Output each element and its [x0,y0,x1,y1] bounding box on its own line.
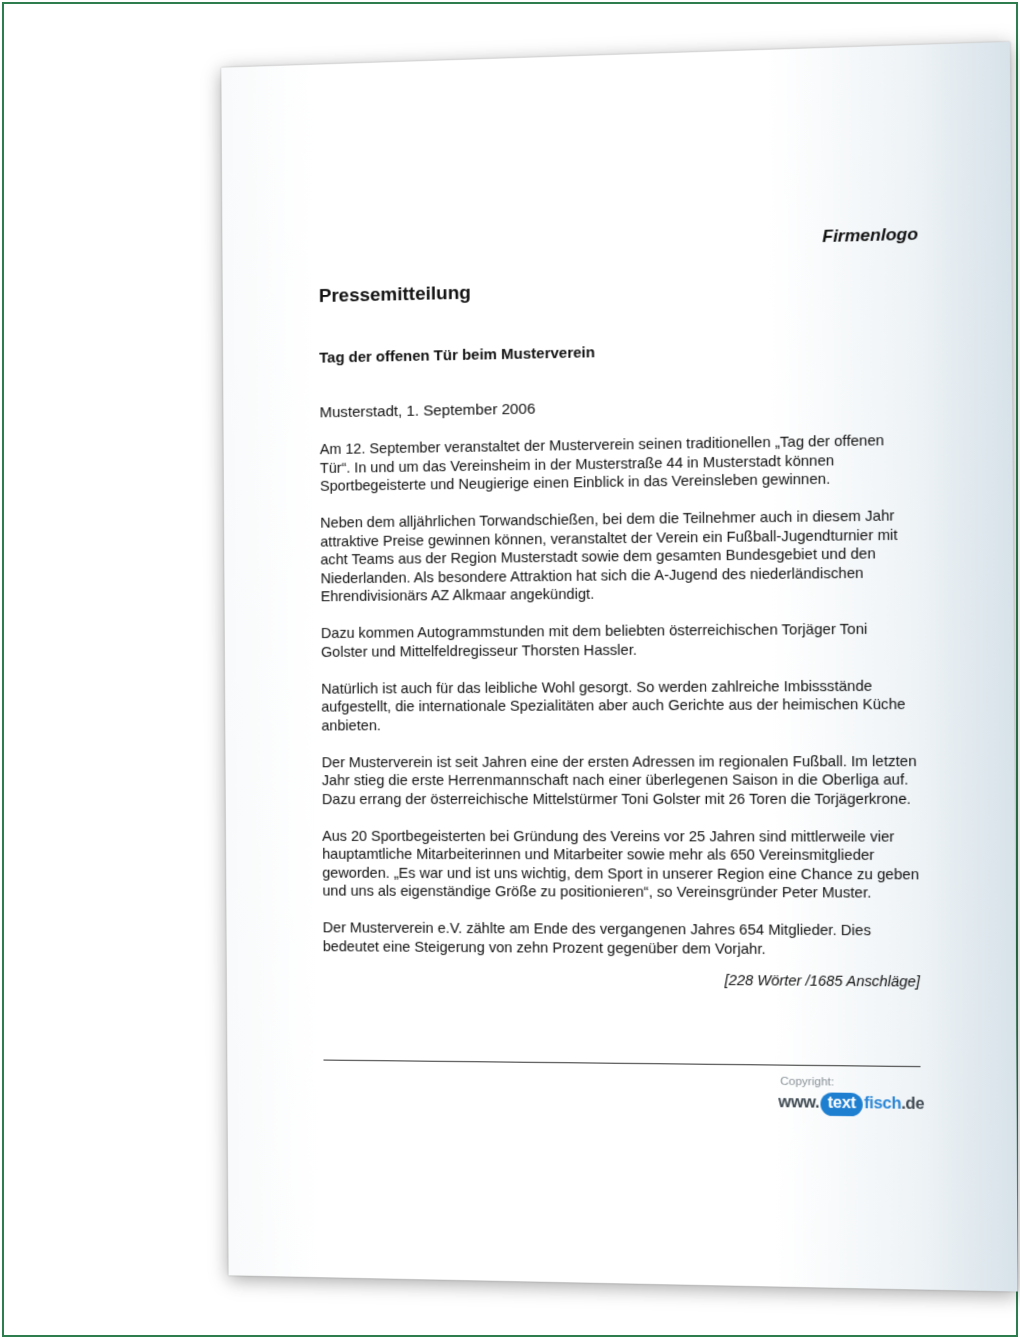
brand-suffix: .de [901,1095,925,1114]
copyright-label: Copyright: [780,1075,835,1089]
paragraph: Der Musterverein ist seit Jahren eine der ersten Adressen im regionalen Fußball. Im letzten Jahr stieg die erste Herrenmannschaft nach einer überlegenen Saison in die Oberliga auf. Dazu errang der österreichische Mittelstürmer Toni Golster mit 26 Toren die Torjägerkrone. [321,753,917,808]
brand-mid: fisch [863,1094,902,1113]
paragraph: Aus 20 Sportbegeisterten bei Gründung des Vereins vor 25 Jahren sind mittlerweile vier hauptamtliche Mitarbeiterinnen und Mitarbeiter sowie mehr als 650 Vereinsmitglieder geworden. „Es war und ist uns wichtig, dem Sport in unserer Region eine Chance zu geben und uns als eigenständige Größe zu positionieren“, so Vereinsgründer Peter Muster. [322,828,920,902]
document-subtitle: Tag der offenen Tür beim Musterverein [319,344,596,367]
paragraph: Dazu kommen Autogrammstunden mit dem beliebten österreichischen Torjäger Toni Golster und Mittelfeldregisseur Thorsten Hassler. [320,621,868,661]
brand-bubble: text [820,1092,863,1116]
paragraph: Natürlich ist auch für das leibliche Wohl gesorgt. So werden zahlreiche Imbissstände aufgestellt, die internationale Spezialitäten aber auch Gerichte aus der heimischen Küche anbieten. [321,678,906,734]
document-page [221,42,1018,1292]
brand-prefix: www. [778,1093,820,1112]
footer-divider [323,1060,920,1068]
paragraph: Der Musterverein e.V. zählte am Ende des vergangenen Jahres 654 Mitglieder. Dies bedeutet eine Steigerung von zehn Prozent gegenüber dem Vorjahr. [322,920,872,958]
brand-logo [778,1092,923,1117]
copyright-block [778,1076,923,1117]
document-body [320,394,921,1011]
word-count: [228 Wörter /1685 Anschläge] [724,972,921,991]
paragraph: Am 12. September veranstaltet der Musterverein seinen traditionellen „Tag der offenen Tür“. In und um das Vereinsheim in der Musterstraße 44 in Musterstadt können Sportbegeisterte und Neugierige einen Einblick in das Vereinsleben gewinnen. [319,433,885,495]
dateline: Musterstadt, 1. September 2006 [319,400,536,422]
company-logo-placeholder: Firmenlogo [822,224,919,247]
paragraph: Neben dem alljährlichen Torwandschießen, bei dem die Teilnehmer auch in diesem Jahr attraktive Preise gewinnen können, veranstaltet der Verein ein Fußball-Jugendturnier mit acht Teams aus der Region Musterstadt sowie dem gesamten Bundesgebiet und den Niederlanden. Als besondere Attraktion hat sich die A-Jugend des niederländischen Ehrendivisionärs AZ Alkmaar angekündigt. [320,508,898,606]
document-title: Pressemitteilung [318,282,471,308]
